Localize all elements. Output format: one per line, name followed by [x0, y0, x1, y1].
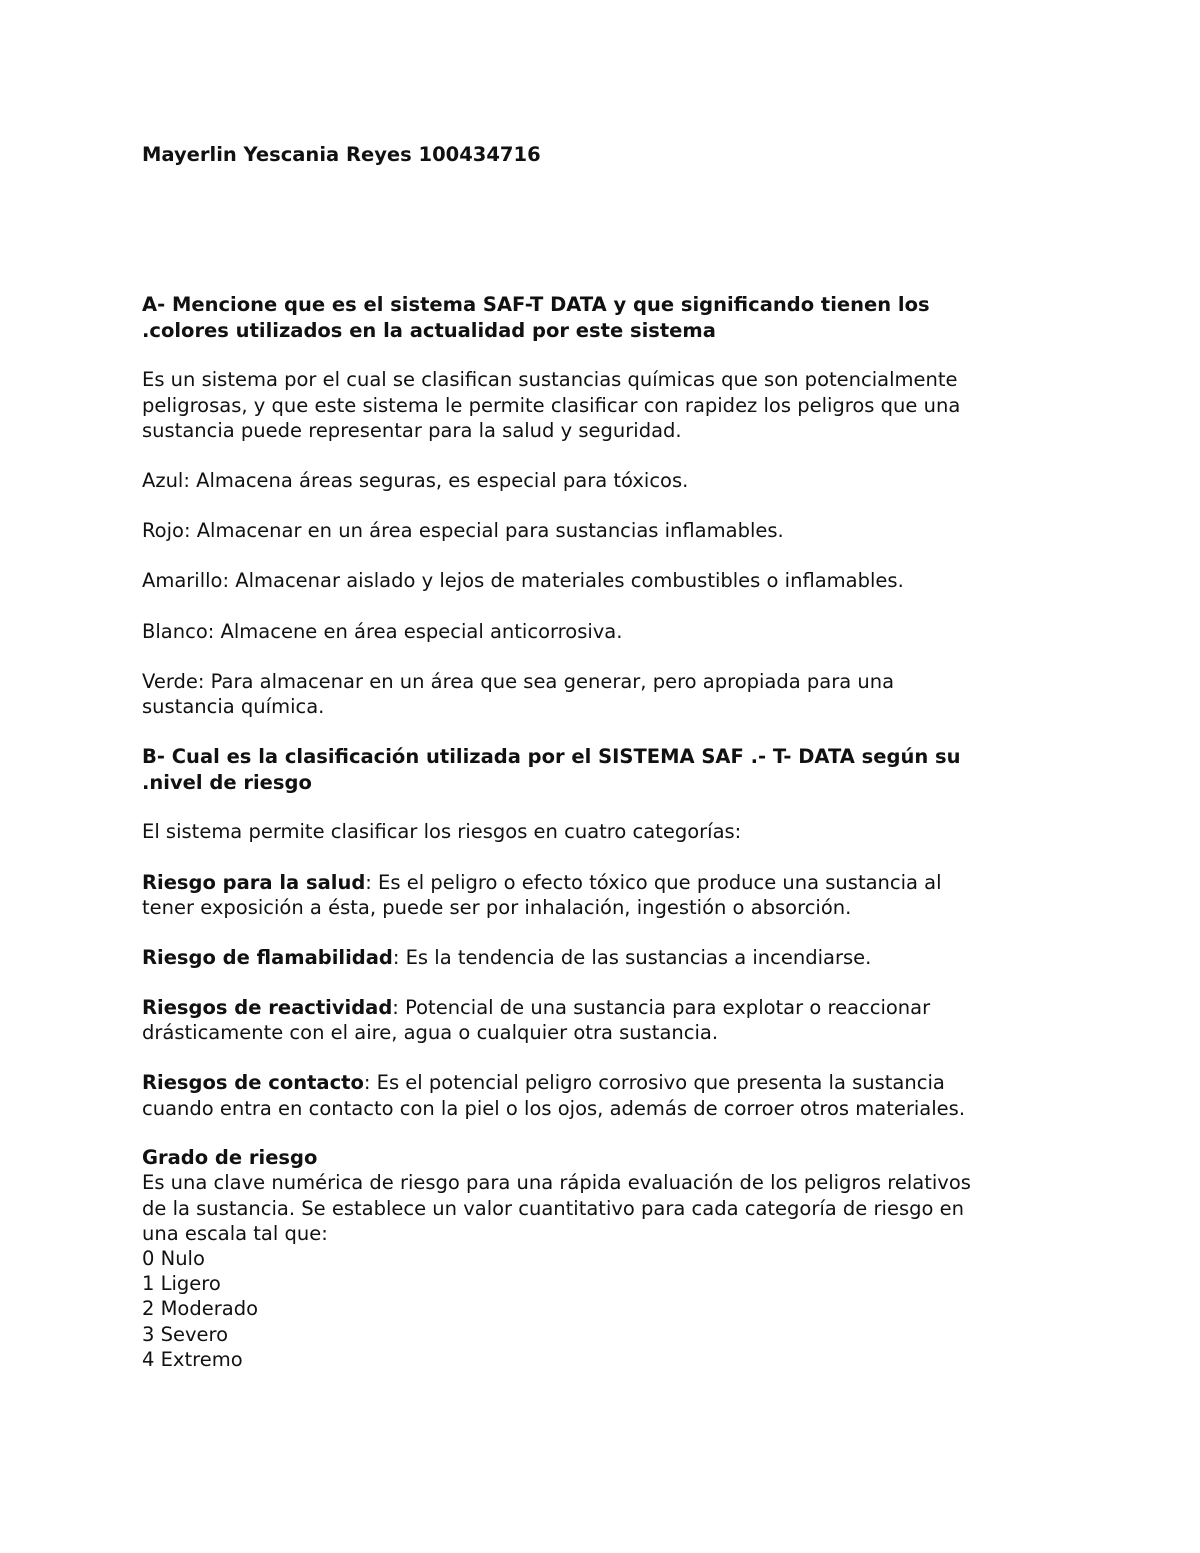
riesgo-contacto-term: Riesgos de contacto [142, 1071, 364, 1094]
grado-line-1: Es una clave numérica de riesgo para una rápida evaluación de los peligros relativos [142, 1171, 971, 1194]
scale-item-4: 4 Extremo [142, 1348, 243, 1371]
riesgo-reactividad-text: : Potencial de una sustancia para explotar o reaccionar [392, 996, 931, 1019]
color-azul: Azul: Almacena áreas seguras, es especial para tóxicos. [142, 469, 689, 492]
intro-a-line-3: sustancia puede representar para la salud y seguridad. [142, 419, 682, 442]
riesgo-salud-line-1 [142, 870, 942, 895]
scale-item-1: 1 Ligero [142, 1272, 221, 1295]
color-amarillo: Amarillo: Almacenar aislado y lejos de materiales combustibles o inflamables. [142, 569, 904, 592]
intro-b: El sistema permite clasificar los riesgos en cuatro categorías: [142, 820, 742, 843]
scale-item-2: 2 Moderado [142, 1297, 259, 1320]
color-verde-line-2: sustancia química. [142, 695, 325, 718]
riesgo-reactividad-term: Riesgos de reactividad [142, 996, 393, 1019]
riesgo-flamabilidad [142, 945, 871, 970]
intro-a-line-2: peligrosas, y que este sistema le permite clasificar con rapidez los peligros que una [142, 394, 961, 417]
question-b-line-1: B- Cual es la clasificación utilizada por el SISTEMA SAF .- T- DATA según su [142, 745, 961, 768]
question-a-line-1: A- Mencione que es el sistema SAF-T DATA y que significando tienen los [142, 293, 930, 316]
color-blanco: Blanco: Almacene en área especial anticorrosiva. [142, 620, 623, 643]
grado-heading: Grado de riesgo [142, 1146, 318, 1169]
riesgo-salud-term: Riesgo para la salud [142, 871, 366, 894]
riesgo-contacto-line-1 [142, 1070, 945, 1095]
riesgo-flamabilidad-text: : Es la tendencia de las sustancias a incendiarse. [392, 946, 872, 969]
riesgo-salud-text: : Es el peligro o efecto tóxico que produce una sustancia al [365, 871, 942, 894]
grado-line-2: de la sustancia. Se establece un valor cuantitativo para cada categoría de riesgo en [142, 1197, 964, 1220]
grado-line-3: una escala tal que: [142, 1222, 328, 1245]
question-b-line-2: .nivel de riesgo [142, 771, 312, 794]
question-a-line-2: .colores utilizados en la actualidad por este sistema [142, 319, 716, 342]
riesgo-reactividad-line-2: drásticamente con el aire, agua o cualquier otra sustancia. [142, 1021, 719, 1044]
scale-item-3: 3 Severo [142, 1323, 229, 1346]
riesgo-contacto-text: : Es el potencial peligro corrosivo que presenta la sustancia [363, 1071, 945, 1094]
riesgo-salud-line-2: tener exposición a ésta, puede ser por inhalación, ingestión o absorción. [142, 896, 852, 919]
intro-a-line-1: Es un sistema por el cual se clasifican sustancias químicas que son potencialmente [142, 368, 958, 391]
scale-item-0: 0 Nulo [142, 1247, 205, 1270]
color-rojo: Rojo: Almacenar en un área especial para sustancias inflamables. [142, 519, 784, 542]
author-line: Mayerlin Yescania Reyes 100434716 [142, 143, 541, 166]
color-verde-line-1: Verde: Para almacenar en un área que sea generar, pero apropiada para una [142, 670, 895, 693]
riesgo-reactividad-line-1 [142, 995, 930, 1020]
riesgo-contacto-line-2: cuando entra en contacto con la piel o los ojos, además de corroer otros materiales. [142, 1097, 966, 1120]
riesgo-flamabilidad-term: Riesgo de flamabilidad [142, 946, 393, 969]
